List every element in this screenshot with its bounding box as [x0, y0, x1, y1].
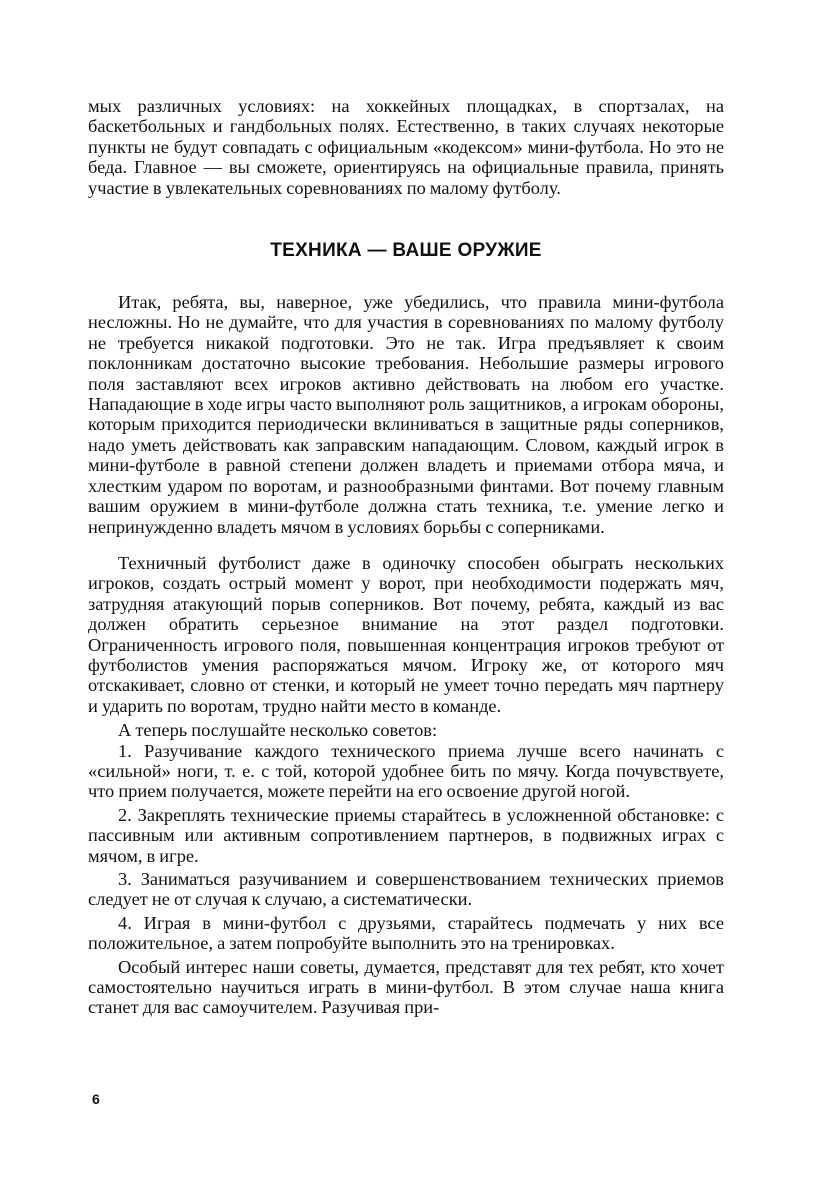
- intro-paragraph: мых различных условиях: на хоккейных площадках, в спортзалах, на баскетбольных и гандбольных полях. Естественно, в таких случаях некоторые пункты не будут совпадать с официальным «кодексом» мини-футбола. Но это не беда. Главное — вы сможете, ориентируясь на официальные правила, принять участие в увлекательных соревнованиях по малому футболу.: [88, 96, 724, 198]
- section-paragraph-2: Техничный футболист даже в одиночку способен обыграть нескольких игроков, создать острый момент у ворот, при необходимости подержать мяч, затрудняя атакующий порыв соперников. Вот почему, ребята, каждый из вас должен обратить серьезное внимание на этот раздел подготовки. Ограниченность игрового поля, повышенная концентрация игроков требуют от футболистов умения распоряжаться мячом. Игроку же, от которого мяч отскакивает, словно от стенки, и который не умеет точно передать мяч партнеру и ударить по воротам, трудно найти место в команде.: [88, 552, 724, 716]
- advice-lead: А теперь послушайте несколько советов:: [118, 720, 438, 741]
- advice-item-1: 1. Разучивание каждого технического приема лучше всего начинать с «сильной» ноги, т. е. с той, которой удобнее бить по мячу. Когда почувствуете, что прием получается, можете перейти на его освоение другой ногой.: [88, 740, 724, 802]
- advice-item-2: 2. Закреплять технические приемы старайтесь в усложненной обстановке: с пассивным или активным сопротивлением партнеров, в подвижных играх с мячом, в игре.: [88, 804, 724, 866]
- page-number: 6: [92, 1091, 100, 1107]
- advice-item-3: 3. Заниматься разучиванием и совершенствованием технических приемов следует не от случая к случаю, а систематически.: [88, 869, 724, 910]
- section-paragraph-1: Итак, ребята, вы, наверное, уже убедились, что правила мини-футбола несложны. Но не думайте, что для участия в соревнованиях по малому футболу не требуется никакой подготовки. Это не так. Игра предъявляет к своим поклонникам достаточно высокие требования. Небольшие размеры игрового поля заставляют всех игроков активно действовать на любом его участке. Нападающие в ходе игры часто выполняют роль защитников, а игрокам обороны, которым приходится периодически вклиниваться в защитные ряды соперников, надо уметь действовать как заправским нападающим. Словом, каждый игрок в мини-футболе в равной степени должен владеть и приемами отбора мяча, и хлестким ударом по воротам, и разнообразными финтами. Вот почему главным вашим оружием в мини-футболе должна стать техника, т.е. умение легко и непринужденно владеть мячом в условиях борьбы с соперниками.: [88, 292, 724, 537]
- advice-item-4: 4. Играя в мини-футбол с друзьями, старайтесь подмечать у них все положительное, а затем попробуйте выполнить это на тренировках.: [88, 912, 724, 954]
- section-heading: ТЕХНИКА — ВАШЕ ОРУЖИЕ: [270, 240, 542, 262]
- closing-paragraph: Особый интерес наши советы, думается, представят для тех ребят, кто хочет самостоятельно научиться играть в мини-футбол. В этом случае наша книга станет для вас самоучителем. Разучивая при-: [88, 956, 724, 1018]
- book-page: [88, 96, 724, 1018]
